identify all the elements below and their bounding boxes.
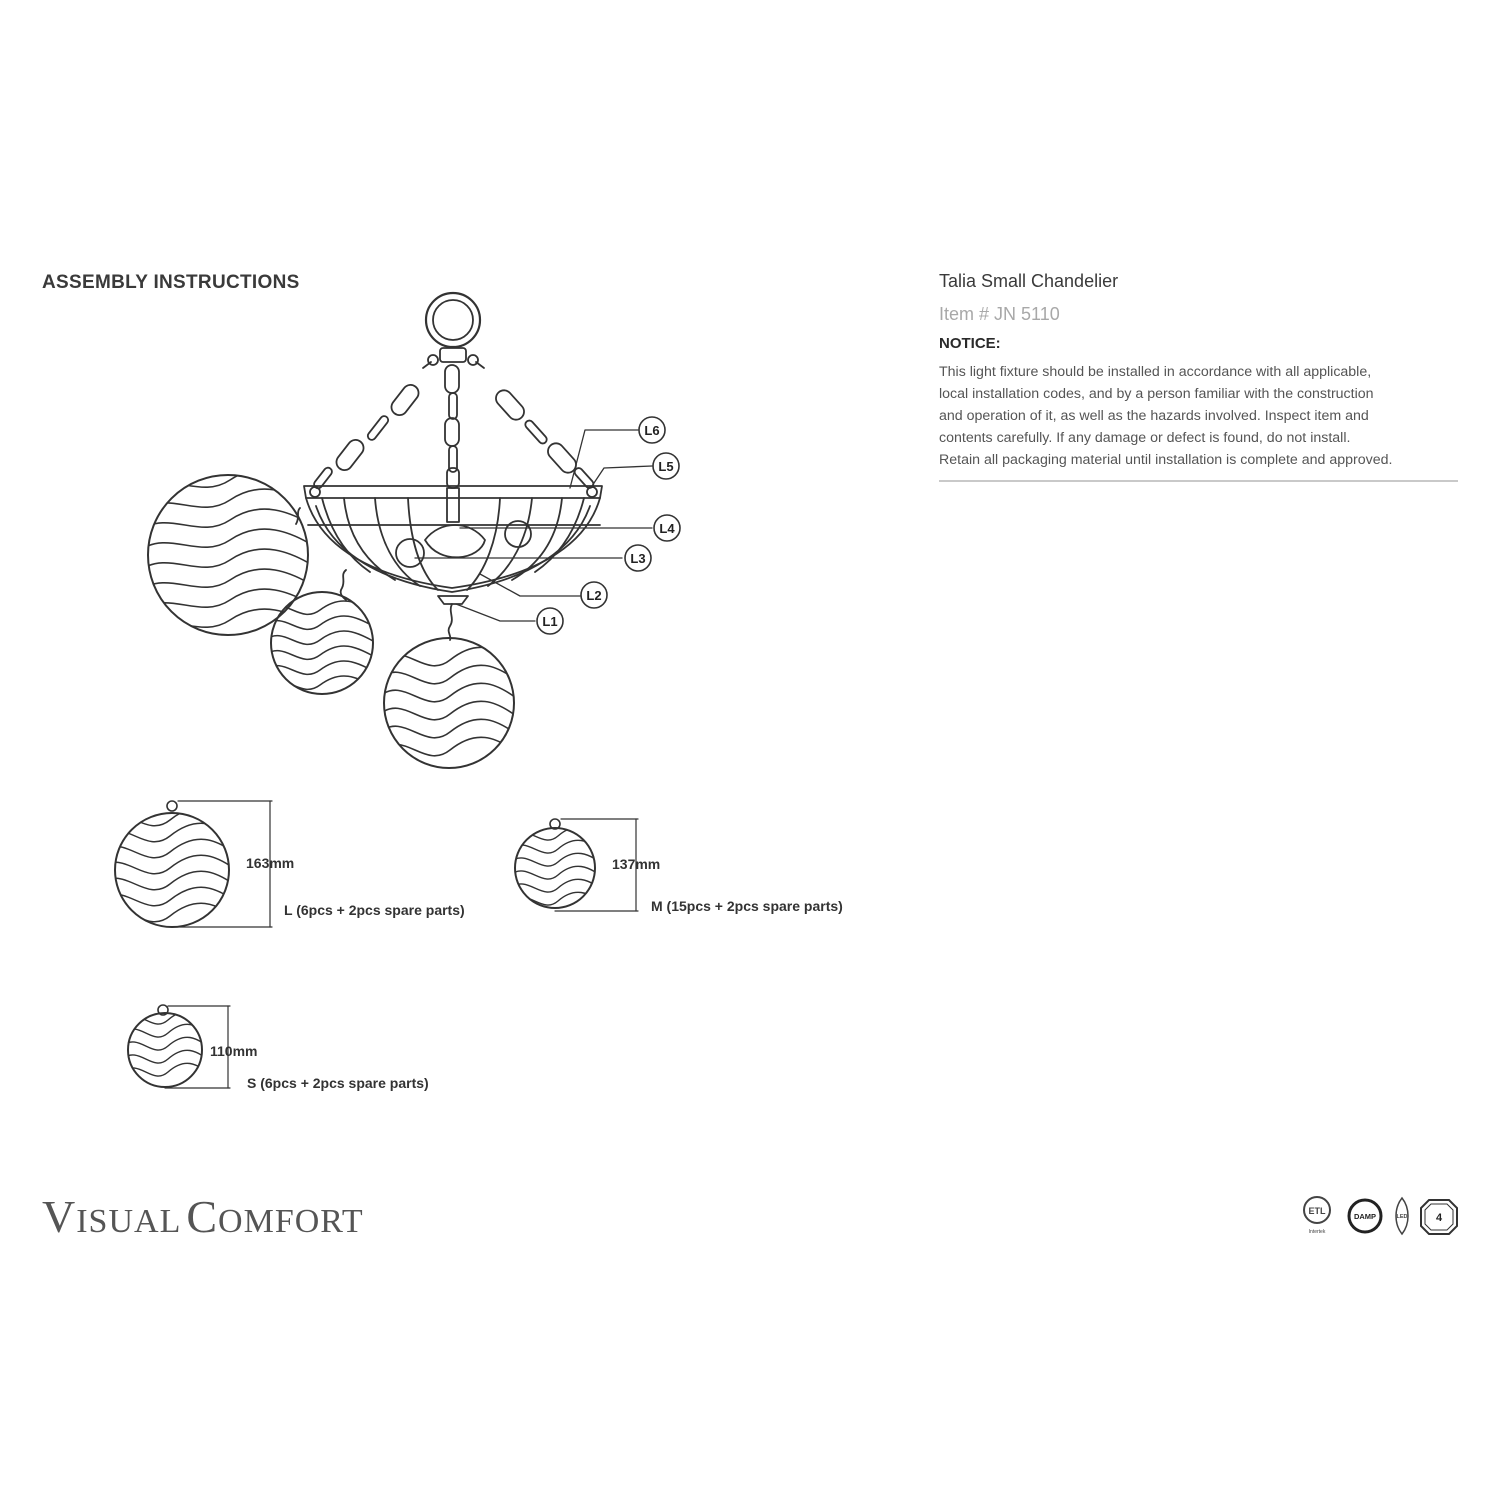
callout-l3 [625,545,651,571]
led-bulb-icon [1396,1198,1408,1234]
ceiling-ring [426,293,480,347]
left-chain [312,362,431,490]
notice-line: and operation of it, as well as the hazards involved. Inspect item and [939,408,1369,424]
medium-sphere-dimension: 137mm [612,856,661,872]
notice-line: This light fixture should be installed in accordance with all applicable, [939,364,1372,380]
certification-icons [1295,1190,1465,1242]
center-chain [445,365,459,488]
svg-text:L3: L3 [630,551,646,566]
svg-text:Intertek: Intertek [1308,1229,1326,1235]
bottom-sphere [380,638,520,768]
callout-l6 [639,417,665,443]
svg-text:LED: LED [1396,1214,1408,1220]
svg-text:L2: L2 [586,588,602,603]
page-title: ASSEMBLY INSTRUCTIONS [42,272,300,293]
damp-rated-icon [1349,1200,1381,1232]
medium-sphere [265,592,380,694]
item-number: Item # JN 5110 [939,304,1060,324]
notice-line: contents carefully. If any damage or defect is found, do not install. [939,430,1351,446]
large-sphere-dimension: 163mm [246,855,295,871]
svg-text:DAMP: DAMP [1353,1212,1377,1221]
callout-l2 [581,582,607,608]
notice-line: Retain all packaging material until installation is complete and approved. [939,452,1393,468]
notice-body [939,361,1459,471]
etl-listed-icon [1304,1197,1330,1235]
notice-divider [939,480,1458,482]
medium-sphere-label: M (15pcs + 2pcs spare parts) [651,898,843,914]
svg-text:L4: L4 [659,521,675,536]
svg-text:L1: L1 [542,614,558,629]
callout-l4 [654,515,680,541]
sphere-size-diagrams [0,780,900,1110]
right-chain [476,362,595,490]
large-sphere-label: L (6pcs + 2pcs spare parts) [284,902,465,918]
notice-line: local installation codes, and by a person familiar with the construction [939,386,1374,402]
callout-l1 [537,608,563,634]
bulb-count-icon [1421,1200,1457,1234]
product-name: Talia Small Chandelier [939,271,1119,291]
svg-text:L5: L5 [658,459,674,474]
small-sphere-dimension: 110mm [210,1043,258,1059]
svg-text:L6: L6 [644,423,660,438]
notice-heading: NOTICE: [939,335,1001,352]
svg-text:ETL: ETL [1308,1206,1326,1216]
small-sphere-label: S (6pcs + 2pcs spare parts) [247,1075,429,1091]
chandelier-assembly-drawing [0,0,900,800]
brand-logo: VISUAL COMFORT [42,1191,364,1242]
svg-text:4: 4 [1435,1212,1443,1224]
basket-frame [304,486,602,604]
callout-l5 [653,453,679,479]
